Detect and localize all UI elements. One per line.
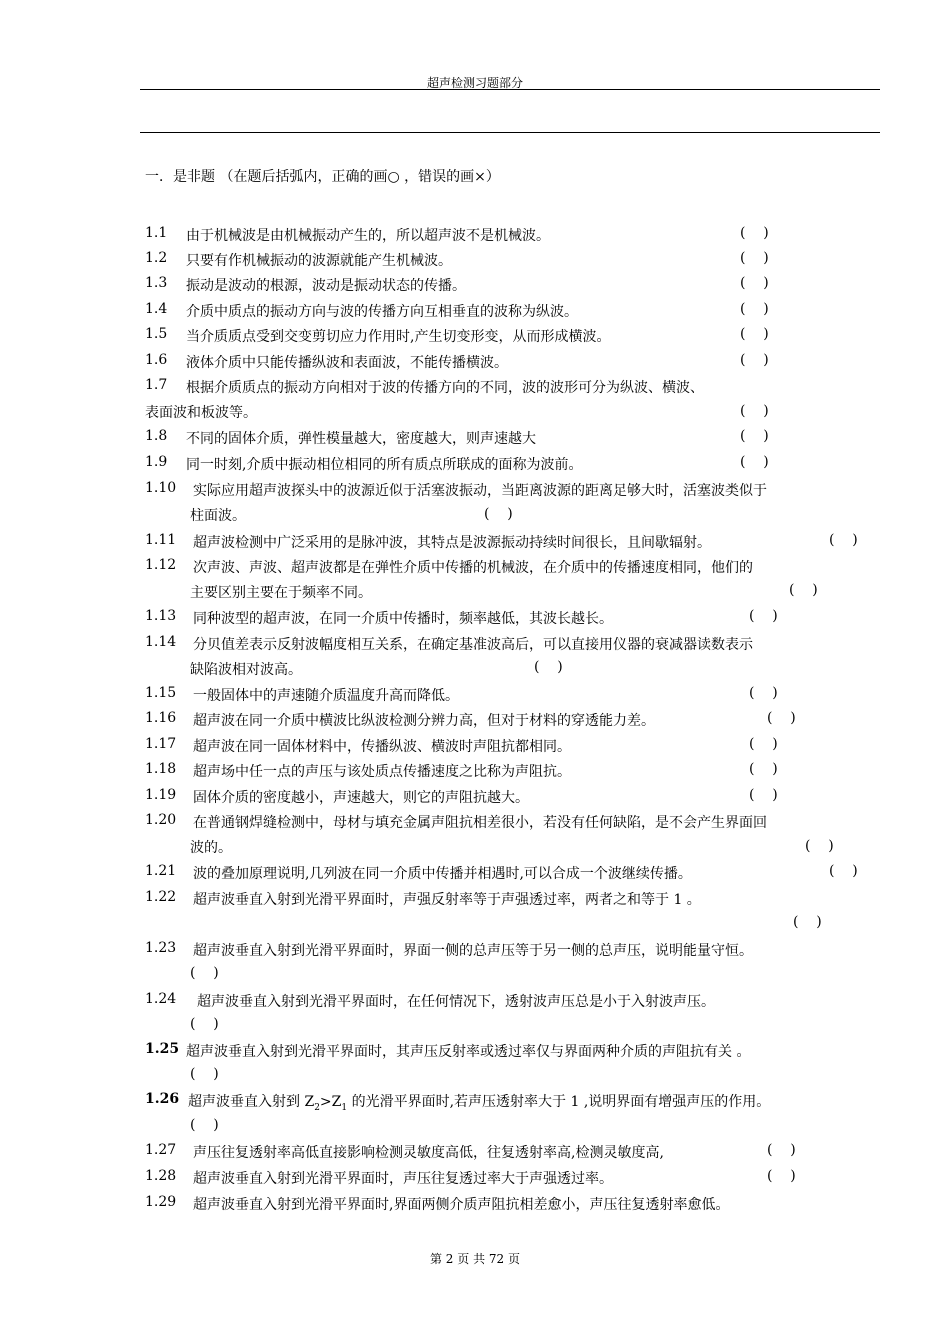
question-text: 只要有作机械振动的波源就能产生机械波。 xyxy=(186,253,452,269)
question-number: 1.3 xyxy=(145,275,168,291)
answer-parentheses: ( ) xyxy=(740,428,769,444)
question-text: 由于机械波是由机械振动产生的，所以超声波不是机械波。 xyxy=(186,228,550,244)
question-number: 1.19 xyxy=(145,787,177,803)
question-text: 波的叠加原理说明,几列波在同一介质中传播并相遇时,可以合成一个波继续传播。 xyxy=(193,866,692,882)
answer-parentheses: ( ) xyxy=(829,863,858,879)
question-number: 1.5 xyxy=(145,326,168,342)
question-text: 超声波垂直入射到光滑平界面时，在任何情况下，透射波声压总是小于入射波声压。 xyxy=(197,994,715,1010)
question-text: 根据介质质点的振动方向相对于波的传播方向的不同，波的波形可分为纵波、横波、 xyxy=(186,380,704,396)
footer-page-number: 2 xyxy=(445,1252,454,1266)
answer-parentheses: ( ) xyxy=(767,1142,796,1158)
answer-parentheses: ( ) xyxy=(190,965,219,981)
impedance-z1-symbol: Z xyxy=(331,1094,342,1110)
question-text: 超声波在同一固体材料中，传播纵波、横波时声阻抗都相同。 xyxy=(193,739,571,755)
question-text-continued: 柱面波。 xyxy=(190,508,246,524)
running-header: 超声检测习题部分 xyxy=(426,76,523,90)
impedance-z1-subscript: 1 xyxy=(341,1102,348,1113)
answer-parentheses: ( ) xyxy=(740,250,769,266)
answer-parentheses: ( ) xyxy=(740,225,769,241)
question-text-continued: 主要区别主要在于频率不同。 xyxy=(190,585,372,601)
question-number: 1.9 xyxy=(145,454,168,470)
answer-parentheses: ( ) xyxy=(749,608,778,624)
question-number: 1.1 xyxy=(145,225,168,241)
question-number: 1.8 xyxy=(145,428,168,444)
question-number: 1.27 xyxy=(145,1142,177,1158)
answer-parentheses: ( ) xyxy=(767,1168,796,1184)
question-text-before: 超声波垂直入射到 xyxy=(188,1094,305,1110)
question-number: 1.18 xyxy=(145,761,177,777)
answer-parentheses: ( ) xyxy=(767,710,796,726)
answer-parentheses: ( ) xyxy=(793,914,822,930)
question-number: 1.2 xyxy=(145,250,168,266)
question-text-continued: 表面波和板波等。 xyxy=(145,405,257,421)
question-text xyxy=(188,1091,770,1113)
question-number: 1.12 xyxy=(145,557,177,573)
question-number: 1.28 xyxy=(145,1168,177,1184)
answer-parentheses: ( ) xyxy=(805,838,834,854)
question-text: 振动是波动的根源，波动是振动状态的传播。 xyxy=(186,278,466,294)
question-text: 超声波垂直入射到光滑平界面时，界面一侧的总声压等于另一侧的总声压，说明能量守恒。 xyxy=(193,943,753,959)
question-number: 1.25 xyxy=(145,1041,180,1057)
answer-parentheses: ( ) xyxy=(749,761,778,777)
question-text: 介质中质点的振动方向与波的传播方向互相垂直的波称为纵波。 xyxy=(186,304,578,320)
question-number: 1.23 xyxy=(145,940,177,956)
answer-parentheses: ( ) xyxy=(190,1016,219,1032)
answer-parentheses: ( ) xyxy=(749,787,778,803)
answer-parentheses: ( ) xyxy=(740,275,769,291)
answer-parentheses: ( ) xyxy=(740,454,769,470)
question-text-after: 的光滑平界面时,若声压透射率大于 1 ,说明界面有增强声压的作用。 xyxy=(347,1094,771,1110)
question-number: 1.29 xyxy=(145,1194,177,1210)
answer-parentheses: ( ) xyxy=(190,1117,219,1133)
impedance-z2-subscript: 2 xyxy=(314,1102,320,1113)
impedance-z2-symbol: Z xyxy=(304,1094,315,1110)
question-number: 1.22 xyxy=(145,889,177,905)
question-text: 声压往复透射率高低直接影响检测灵敏度高低，往复透射率高,检测灵敏度高, xyxy=(193,1145,664,1161)
answer-parentheses: ( ) xyxy=(740,326,769,342)
answer-parentheses: ( ) xyxy=(749,736,778,752)
section-heading: 一．是非题 （在题后括弧内，正确的画○ ，错误的画×） xyxy=(145,169,500,185)
question-number: 1.16 xyxy=(145,710,177,726)
question-text: 超声波垂直入射到光滑平界面时，其声压反射率或透过率仅与界面两种介质的声阻抗有关 。 xyxy=(186,1044,751,1060)
answer-parentheses: ( ) xyxy=(740,352,769,368)
page-footer xyxy=(0,1250,950,1267)
question-text-continued: 波的。 xyxy=(190,840,232,856)
question-text: 分贝值差表示反射波幅度相互关系，在确定基准波高后，可以直接用仪器的衰减器读数表示 xyxy=(193,637,753,653)
question-number: 1.20 xyxy=(145,812,177,828)
question-text: 当介质质点受到交变剪切应力作用时,产生切变形变，从而形成横波。 xyxy=(186,329,611,345)
question-text: 在普通钢焊缝检测中，母材与填充金属声阻抗相差很小，若没有任何缺陷，是不会产生界面回 xyxy=(193,815,767,831)
header-rule xyxy=(140,89,880,90)
question-text: 超声波在同一介质中横波比纵波检测分辨力高，但对于材料的穿透能力差。 xyxy=(193,713,655,729)
answer-parentheses: ( ) xyxy=(484,506,513,522)
question-number: 1.10 xyxy=(145,480,177,496)
section-divider-rule xyxy=(140,132,880,133)
answer-parentheses: ( ) xyxy=(740,301,769,317)
question-text: 超声波垂直入射到光滑平界面时，声压往复透过率大于声强透过率。 xyxy=(193,1171,613,1187)
question-text: 超声场中任一点的声压与该处质点传播速度之比称为声阻抗。 xyxy=(193,764,571,780)
question-text: 不同的固体介质，弹性模量越大，密度越大，则声速越大 xyxy=(186,431,536,447)
answer-parentheses: ( ) xyxy=(829,532,858,548)
question-text-continued: 缺陷波相对波高。 xyxy=(190,662,302,678)
question-number: 1.14 xyxy=(145,634,177,650)
question-number: 1.6 xyxy=(145,352,168,368)
footer-suffix: 页 xyxy=(508,1252,521,1266)
answer-parentheses: ( ) xyxy=(749,685,778,701)
question-text: 固体介质的密度越小，声速越大，则它的声阻抗越大。 xyxy=(193,790,529,806)
answer-parentheses: ( ) xyxy=(740,403,769,419)
question-number: 1.17 xyxy=(145,736,177,752)
greater-than-sign: > xyxy=(319,1094,332,1110)
question-number: 1.7 xyxy=(145,377,168,393)
answer-parentheses: ( ) xyxy=(789,582,818,598)
question-number: 1.11 xyxy=(145,532,177,548)
question-text: 一般固体中的声速随介质温度升高而降低。 xyxy=(193,688,459,704)
question-number: 1.13 xyxy=(145,608,177,624)
question-number: 1.26 xyxy=(145,1091,180,1107)
question-text: 超声波检测中广泛采用的是脉冲波，其特点是波源振动持续时间很长，且间歇辐射。 xyxy=(193,535,711,551)
footer-total-pages: 72 xyxy=(488,1252,505,1266)
question-number: 1.15 xyxy=(145,685,177,701)
question-text: 实际应用超声波探头中的波源近似于活塞波振动，当距离波源的距离足够大时，活塞波类似于 xyxy=(193,483,767,499)
question-text: 超声波垂直入射到光滑平界面时,界面两侧介质声阻抗相差愈小，声压往复透射率愈低。 xyxy=(193,1197,730,1213)
question-text: 同种波型的超声波，在同一介质中传播时，频率越低，其波长越长。 xyxy=(193,611,613,627)
question-number: 1.21 xyxy=(145,863,177,879)
answer-parentheses: ( ) xyxy=(190,1066,219,1082)
question-text: 液体介质中只能传播纵波和表面波，不能传播横波。 xyxy=(186,355,508,371)
footer-middle: 页 共 xyxy=(457,1252,486,1266)
question-text: 超声波垂直入射到光滑平界面时，声强反射率等于声强透过率，两者之和等于 1 。 xyxy=(193,892,701,908)
question-text: 次声波、声波、超声波都是在弹性介质中传播的机械波，在介质中的传播速度相同，他们的 xyxy=(193,560,753,576)
question-number: 1.24 xyxy=(145,991,177,1007)
answer-parentheses: ( ) xyxy=(534,659,563,675)
question-number: 1.4 xyxy=(145,301,168,317)
footer-prefix: 第 xyxy=(429,1252,442,1266)
question-text: 同一时刻,介质中振动相位相同的所有质点所联成的面称为波前。 xyxy=(186,457,583,473)
